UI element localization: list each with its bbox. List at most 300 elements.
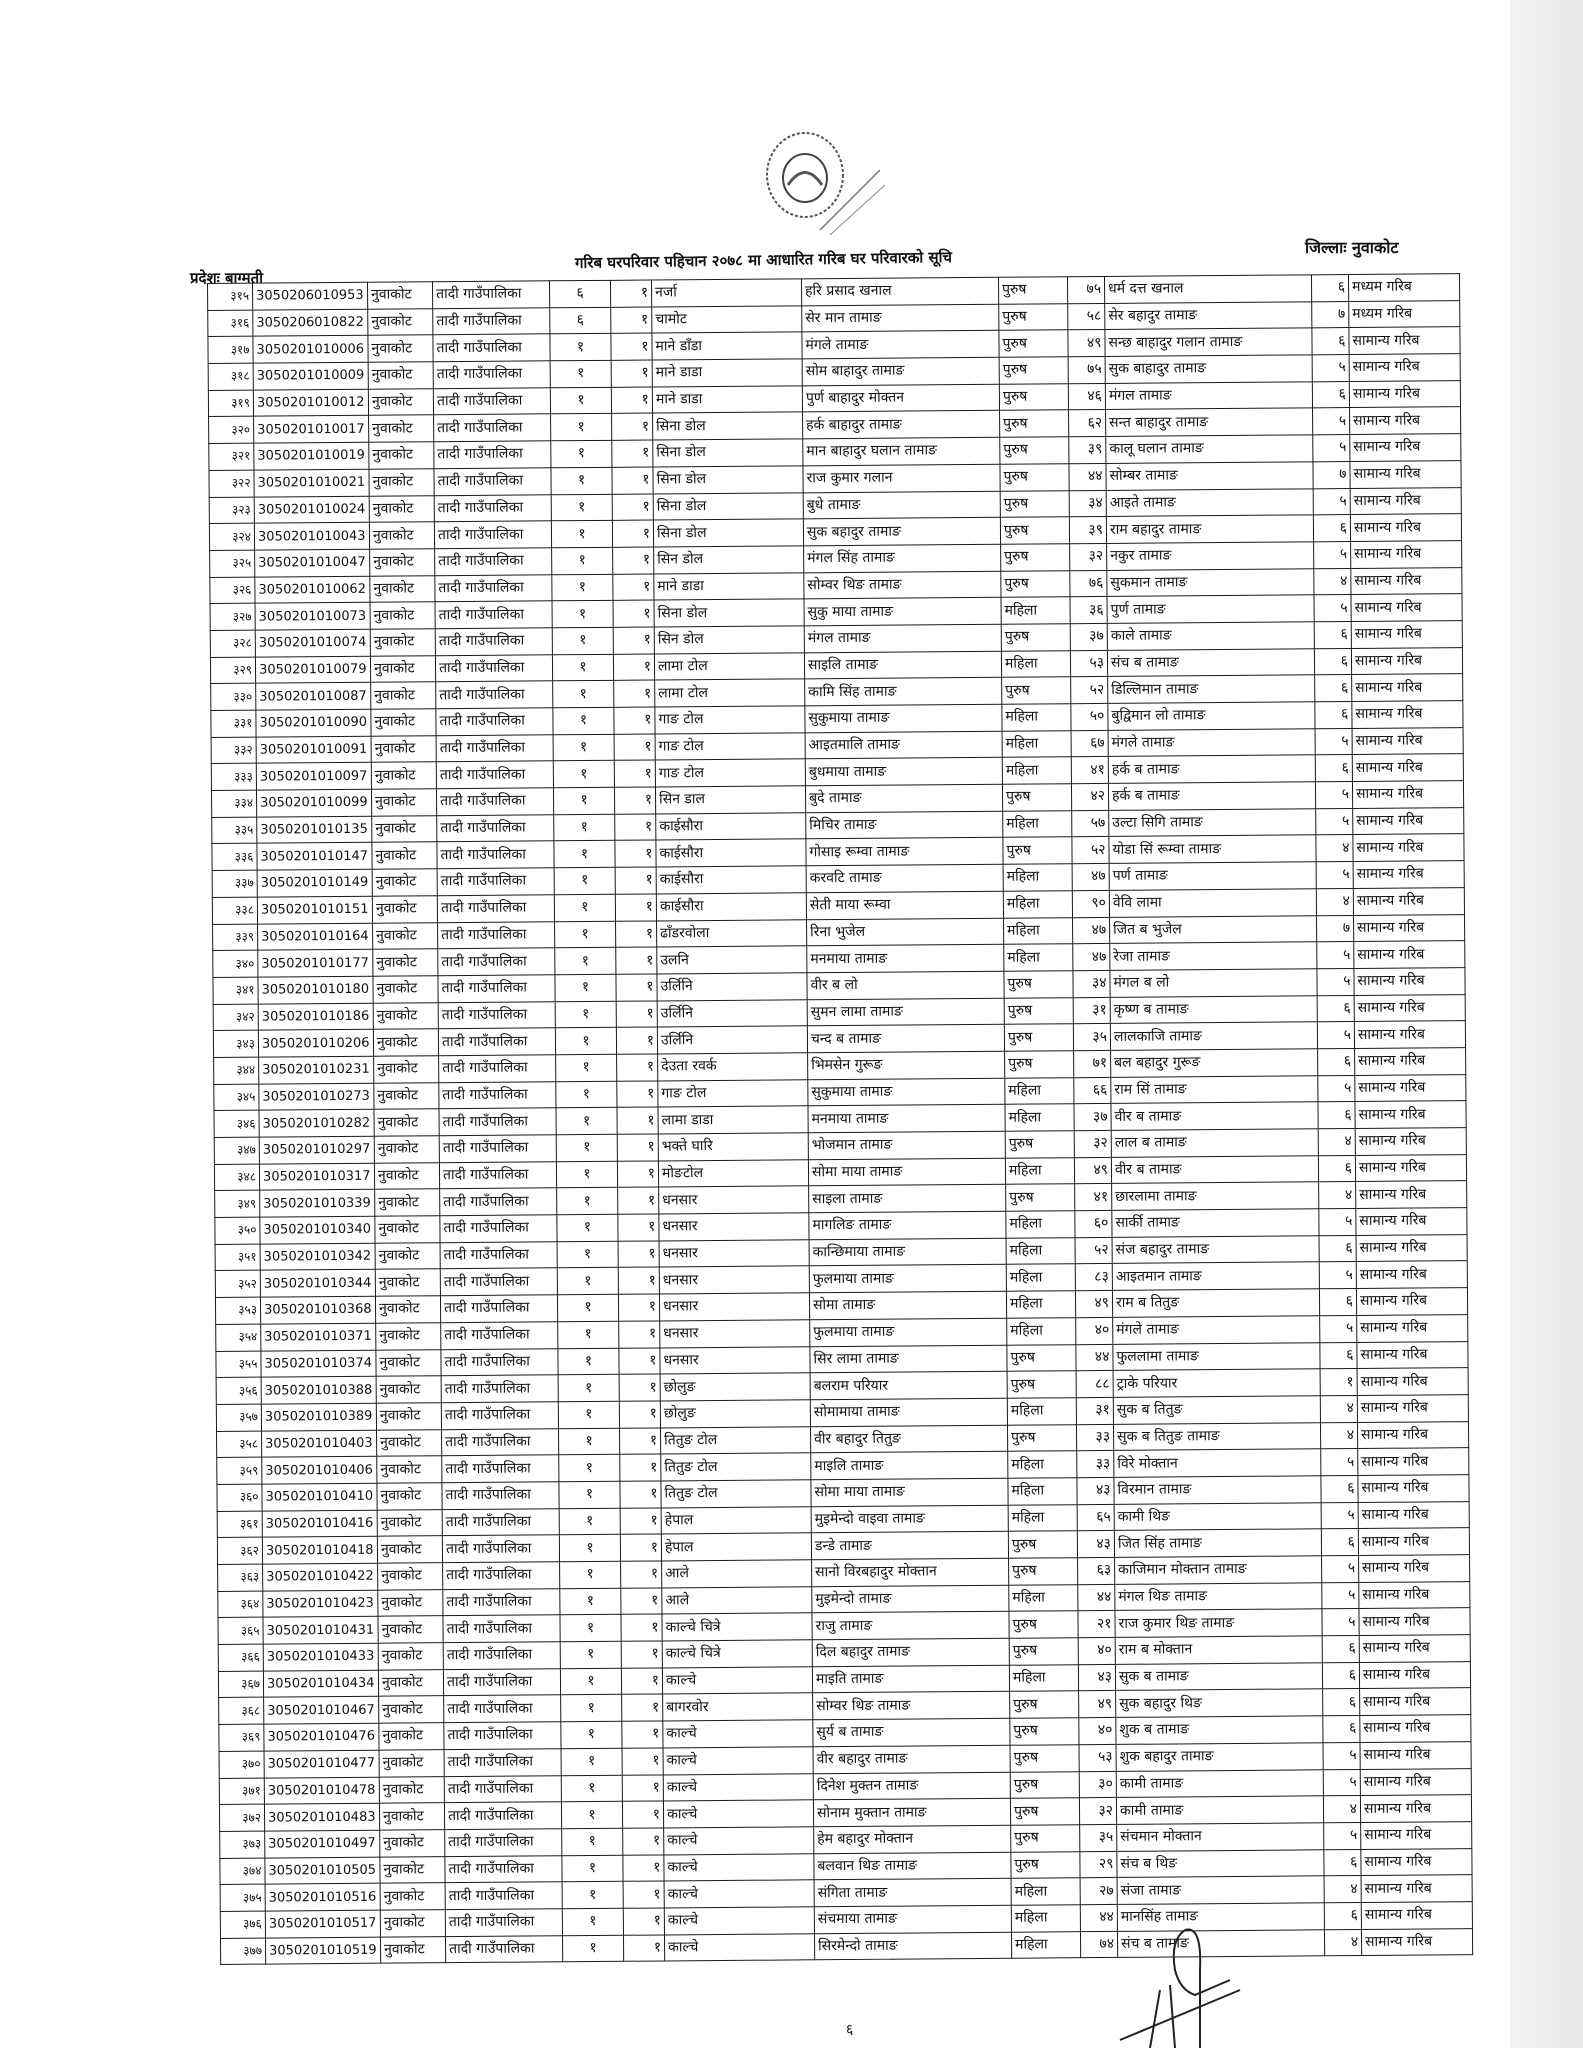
household-head-name: सोम्वर थिङ तामाङ [804,571,1001,599]
tole-name: लामा टोल [655,679,805,707]
related-member-name: वीर ब तामाङ [1111,1102,1318,1130]
municipality-cell: तादी गाउँपालिका [435,601,552,629]
related-member-name: कामी तामाङ [1116,1769,1323,1797]
municipality-cell: तादी गाउँपालिका [439,1135,556,1163]
sex-cell: महिला [1008,1451,1077,1478]
sex-cell: महिला [1006,1237,1075,1264]
poverty-category: सामान्य गरिब [1351,621,1462,649]
member-count: ५ [1322,1582,1359,1609]
tole-name: काल्चे [663,1800,813,1828]
district-cell: नुवाकोट [371,682,436,709]
member-count: ४ [1323,1796,1360,1823]
district-cell: नुवाकोट [370,549,435,576]
tole-name: नर्जा [651,279,801,307]
household-head-name: सिर लामा तामाङ [810,1345,1007,1373]
member-count: ४ [1318,1129,1355,1156]
sub-number: १ [618,1214,659,1241]
ward-number: १ [551,414,612,441]
poverty-category: मध्यम गरिब [1349,300,1460,328]
municipality-cell: तादी गाउँपालिका [434,494,551,522]
district-cell: नुवाकोट [380,1856,445,1883]
related-member-name: राज कुमार थिङ तामाङ [1115,1609,1322,1637]
sex-cell: पुरुष [999,303,1068,330]
municipality-cell: तादी गाउँपालिका [434,468,551,496]
ward-number: १ [561,1695,622,1722]
related-member-name: मंगल तामाङ [1105,382,1312,410]
serial-number: ३५० [215,1217,260,1244]
serial-number: ३२३ [209,497,254,524]
related-member-name: पुर्ण तामाङ [1107,595,1314,623]
serial-number: ३६९ [219,1724,264,1751]
age-cell: ४६ [1068,383,1105,410]
tole-name: छोलुङ [660,1373,810,1401]
ward-number: १ [559,1508,620,1535]
tole-name: सिना डोल [653,492,803,520]
sex-cell: पुरुष [1001,624,1070,651]
household-id: 3050201010231 [259,1056,374,1084]
household-head-name: फुलमाया तामाङ [809,1265,1006,1293]
poverty-category: सामान्य गरिब [1361,1902,1472,1930]
poverty-category: सामान्य गरिब [1352,754,1463,782]
age-cell: ४९ [1075,1291,1112,1318]
household-head-name: हेम बहादुर मोक्तान [814,1825,1011,1853]
household-head-name: साइलि तामाङ [804,651,1001,679]
tole-name: उर्लिनि [657,999,807,1027]
household-head-name: गोसाइ रूम्वा तामाङ [806,838,1003,866]
member-count: ७ [1313,461,1350,488]
sex-cell: पुरुष [999,330,1068,357]
serial-number: ३१६ [208,310,253,337]
household-id: 3050201010342 [260,1243,375,1271]
age-cell: ४० [1079,1718,1116,1745]
sub-number: १ [614,760,655,787]
sub-number: १ [611,360,652,387]
sub-number: १ [613,627,654,654]
age-cell: ५२ [1072,837,1109,864]
sub-number: १ [617,1161,658,1188]
ward-number: १ [560,1615,621,1642]
tole-name: धनसार [659,1266,809,1294]
tole-name: मोङटोल [658,1159,808,1187]
household-head-name: वीर बहादुर तितुङ [810,1425,1007,1453]
poverty-category: सामान्य गरिब [1357,1421,1468,1449]
household-head-name: बलवान थिङ तामाङ [814,1852,1011,1880]
household-head-name: सोमा माया तामाङ [808,1158,1005,1186]
age-cell: ४७ [1072,864,1109,891]
ward-number: १ [562,1908,623,1935]
member-count: ५ [1317,942,1354,969]
household-head-name: सेर मान तामाङ [802,304,999,332]
age-cell: ७४ [1080,1931,1117,1958]
serial-number: ३७२ [219,1804,264,1831]
sub-number: १ [619,1347,660,1374]
ward-number: १ [553,761,614,788]
ward-number: १ [562,1935,623,1962]
household-head-name: राज कुमार गलान [803,464,1000,492]
sub-number: १ [614,787,655,814]
age-cell: ३९ [1069,437,1106,464]
municipality-cell: तादी गाउँपालिका [444,1695,561,1723]
age-cell: ५२ [1075,1237,1112,1264]
household-id: 3050201010410 [262,1483,377,1511]
member-count: ६ [1321,1529,1358,1556]
tole-name: माने डाडा [652,386,802,414]
age-cell: ४३ [1078,1664,1115,1691]
member-count: ४ [1319,1182,1356,1209]
related-member-name: पर्ण तामाङ [1109,862,1316,890]
household-head-name: दिल बहादुर तामाङ [812,1638,1009,1666]
district-cell: नुवाकोट [378,1669,443,1696]
table-body [208,274,1473,1965]
municipality-cell: तादी गाउँपालिका [438,975,555,1003]
member-count: ५ [1322,1555,1359,1582]
sub-number: १ [617,1107,658,1134]
member-count: ६ [1312,328,1349,355]
member-count: ६ [1323,1689,1360,1716]
ward-number: १ [554,867,615,894]
serial-number: ३६१ [217,1511,262,1538]
member-count: ६ [1324,1849,1361,1876]
municipality-cell: तादी गाउँपालिका [438,921,555,949]
serial-number: ३५७ [216,1404,261,1431]
ward-number: १ [561,1721,622,1748]
household-id: 3050201010090 [256,709,371,737]
sub-number: १ [615,894,656,921]
tole-name: धनसार [659,1213,809,1241]
municipality-cell: तादी गाउँपालिका [445,1882,562,1910]
poverty-category: सामान्य गरिब [1352,781,1463,809]
municipality-cell: तादी गाउँपालिका [433,388,550,416]
household-id: 3050206010953 [253,282,368,310]
sex-cell: पुरुष [1005,1131,1074,1158]
serial-number: ३६४ [218,1591,263,1618]
member-count: ६ [1318,1102,1355,1129]
municipality-cell: तादी गाउँपालिका [435,628,552,656]
household-head-name: मंगल तामाङ [804,624,1001,652]
member-count: ५ [1316,862,1353,889]
poverty-category: सामान्य गरिब [1358,1475,1469,1503]
sex-cell: पुरुष [1004,997,1073,1024]
district-cell: नुवाकोट [375,1189,440,1216]
district-cell: नुवाकोट [368,335,433,362]
serial-number: ३४१ [213,977,258,1004]
sex-cell: महिला [1003,864,1072,891]
age-cell: ५३ [1079,1744,1116,1771]
sex-cell: पुरुष [1000,517,1069,544]
tole-name: काईसौरा [656,866,806,894]
related-member-name: कामी तामाङ [1116,1796,1323,1824]
tole-name: सिना डोल [653,466,803,494]
household-list-table [207,273,1438,1965]
household-id: 3050201010344 [260,1270,375,1298]
sex-cell: महिला [1006,1211,1075,1238]
household-head-name: राजु तामाङ [812,1612,1009,1640]
sub-number: १ [619,1401,660,1428]
serial-number: ३३८ [212,897,257,924]
municipality-cell: तादी गाउँपालिका [443,1642,560,1670]
sex-cell: पुरुष [1009,1558,1078,1585]
related-member-name: आइते तामाङ [1106,488,1313,516]
municipality-cell: तादी गाउँपालिका [439,1108,556,1136]
serial-number: ३४९ [215,1190,260,1217]
tole-name: उलनि [657,946,807,974]
household-id: 3050201010047 [255,549,370,577]
district-cell: नुवाकोट [375,1242,440,1269]
household-id: 3050201010009 [253,362,368,390]
ward-number: १ [557,1241,618,1268]
poverty-category: सामान्य गरिब [1352,701,1463,729]
household-id: 3050206010822 [253,309,368,337]
age-cell: ६६ [1074,1077,1111,1104]
household-id: 3050201010374 [261,1350,376,1378]
age-cell: २७ [1080,1878,1117,1905]
sub-number: १ [618,1187,659,1214]
ward-number: १ [559,1428,620,1455]
household-head-name: कान्छिमाया तामाङ [809,1238,1006,1266]
age-cell: ९० [1072,890,1109,917]
household-head-name: मंगल सिंह तामाङ [804,544,1001,572]
tole-name: धनसार [659,1240,809,1268]
household-id: 3050201010135 [257,816,372,844]
sex-cell: महिला [1011,1931,1080,1958]
related-member-name: योडा सिं रूम्वा तामाङ [1109,835,1316,863]
tole-name: बागरवोर [663,1693,813,1721]
district-cell: नुवाकोट [367,282,432,309]
related-member-name: विरमान तामाङ [1114,1476,1321,1504]
tole-name: सिन डोल [654,626,804,654]
related-member-name: उल्टा सिगि तामाङ [1109,809,1316,837]
sex-cell: पुरुष [1004,971,1073,998]
sex-cell: महिला [1006,1264,1075,1291]
serial-number: ३१९ [208,390,253,417]
poverty-category: मध्यम गरिब [1348,274,1459,302]
ward-number: १ [554,814,615,841]
tole-name: लामा डाडा [658,1106,808,1134]
member-count: ६ [1321,1475,1358,1502]
signature-icon [1090,1910,1270,2048]
sex-cell: पुरुष [1004,1024,1073,1051]
member-count: ५ [1316,808,1353,835]
district-cell: नुवाकोट [373,976,438,1003]
related-member-name: सुक ब तितुङ [1113,1396,1320,1424]
poverty-category: सामान्य गरिब [1353,807,1464,835]
poverty-category: सामान्य गरिब [1356,1234,1467,1262]
ward-number: १ [561,1748,622,1775]
household-head-name: संचमाया तामाङ [814,1905,1011,1933]
sub-number: १ [613,574,654,601]
household-id: 3050201010282 [259,1110,374,1138]
sex-cell: महिला [1005,1157,1074,1184]
municipality-cell: तादी गाउँपालिका [438,1028,555,1056]
serial-number: ३५३ [215,1297,260,1324]
ward-number: १ [561,1775,622,1802]
poverty-category: सामान्य गरिब [1351,594,1462,622]
tole-name: गाङ टोल [655,759,805,787]
serial-number: ३३७ [212,870,257,897]
household-id: 3050201010019 [254,442,369,470]
household-id: 3050201010371 [261,1323,376,1351]
household-head-name: चन्द ब तामाङ [807,1025,1004,1053]
sub-number: १ [615,814,656,841]
related-member-name: रेजा तामाङ [1110,942,1317,970]
household-head-name: सुकुमाया तामाङ [808,1078,1005,1106]
age-cell: ७६ [1070,570,1107,597]
sex-cell: पुरुष [1007,1424,1076,1451]
ward-number: १ [560,1641,621,1668]
member-count: ६ [1315,702,1352,729]
serial-number: ३२८ [210,630,255,657]
district-cell: नुवाकोट [378,1616,443,1643]
sub-number: १ [621,1641,662,1668]
district-cell: नुवाकोट [369,442,434,469]
tole-name: ढाँडरवोला [657,919,807,947]
related-member-name: फुललामा तामाङ [1113,1342,1320,1370]
household-id: 3050201010403 [262,1430,377,1458]
ward-number: १ [561,1801,622,1828]
ward-number: १ [558,1348,619,1375]
municipality-cell: तादी गाउँपालिका [442,1508,559,1536]
district-cell: नुवाकोट [371,789,436,816]
household-id: 3050201010416 [262,1510,377,1538]
household-head-name: सोम बाहादुर तामाङ [802,357,999,385]
related-member-name: सुक ब तामाङ [1115,1663,1322,1691]
age-cell: ४३ [1077,1477,1114,1504]
poverty-category: सामान्य गरिब [1357,1341,1468,1369]
serial-number: ३५८ [217,1431,262,1458]
poverty-category: सामान्य गरिब [1350,514,1461,542]
district-cell: नुवाकोट [372,869,437,896]
serial-number: ३७३ [220,1831,265,1858]
ward-number: १ [556,1054,617,1081]
serial-number: ३३६ [212,844,257,871]
ward-number: १ [555,947,616,974]
tole-name: उर्लिनि [657,973,807,1001]
poverty-category: सामान्य गरिब [1353,834,1464,862]
sex-cell: पुरुष [1000,490,1069,517]
sex-cell: पुरुष [1011,1851,1080,1878]
household-id: 3050201010423 [263,1590,378,1618]
related-member-name: राम बहादुर तामाङ [1106,515,1313,543]
district-cell: नुवाकोट [377,1509,442,1536]
related-member-name: छारलामा तामाङ [1112,1182,1319,1210]
related-member-name: वेवि लामा [1109,889,1316,917]
district-cell: नुवाकोट [373,949,438,976]
tole-name: काल्चे [663,1747,813,1775]
household-head-name: कामि सिंह तामाङ [805,678,1002,706]
ward-number: १ [552,627,613,654]
ward-number: १ [552,547,613,574]
ward-number: १ [556,1108,617,1135]
age-cell: ६२ [1069,410,1106,437]
sub-number: १ [610,280,651,307]
member-count: ६ [1317,995,1354,1022]
member-count: ६ [1318,1155,1355,1182]
tole-name: सिन डाल [655,786,805,814]
sub-number: १ [613,547,654,574]
serial-number: ३६७ [218,1671,263,1698]
related-member-name: बल बहादुर गुरूङ [1111,1049,1318,1077]
serial-number: ३३३ [211,764,256,791]
ward-number: १ [551,440,612,467]
ward-number: १ [550,360,611,387]
sex-cell: महिला [1009,1584,1078,1611]
household-id: 3050201010164 [258,923,373,951]
serial-number: ३३५ [212,817,257,844]
age-cell: ३२ [1074,1130,1111,1157]
household-head-name: डन्डे तामाङ [811,1532,1008,1560]
tole-name: उर्लिनि [657,1026,807,1054]
member-count: ७ [1317,915,1354,942]
serial-number: ३१८ [208,363,253,390]
age-cell: ४९ [1068,330,1105,357]
age-cell: ३९ [1069,517,1106,544]
ward-number: १ [551,494,612,521]
tole-name: काईसौरा [656,813,806,841]
household-head-name: माइति तामाङ [812,1665,1009,1693]
household-head-name: भिमसेन गुरूङ [808,1051,1005,1079]
household-head-name: दिनेश मुक्तन तामाङ [813,1772,1010,1800]
age-cell: ८८ [1076,1371,1113,1398]
district-cell: नुवाकोट [376,1349,441,1376]
municipality-cell: तादी गाउँपालिका [441,1402,558,1430]
poverty-category: सामान्य गरिब [1350,434,1461,462]
age-cell: ८३ [1075,1264,1112,1291]
household-head-name: सुर्य ब तामाङ [813,1718,1010,1746]
tole-name: माने डाँडा [652,332,802,360]
household-id: 3050201010074 [255,629,370,657]
household-id: 3050201010388 [261,1376,376,1404]
poverty-category: सामान्य गरिब [1349,327,1460,355]
age-cell: २१ [1078,1611,1115,1638]
ward-number: १ [557,1268,618,1295]
member-count: ५ [1321,1502,1358,1529]
municipality-cell: तादी गाउँपालिका [444,1775,561,1803]
age-cell: ४९ [1079,1691,1116,1718]
sub-number: १ [622,1801,663,1828]
tole-name: काल्चे [664,1907,814,1935]
serial-number: ३५४ [216,1324,261,1351]
district-cell: नुवाकोट [368,362,433,389]
tole-name: काल्चे [664,1853,814,1881]
tole-name: काल्चे [664,1827,814,1855]
member-count: ६ [1320,1342,1357,1369]
poverty-category: सामान्य गरिब [1356,1288,1467,1316]
tole-name: धनसार [659,1186,809,1214]
serial-number: ३२१ [209,443,254,470]
sub-number: १ [620,1508,661,1535]
age-cell: ४९ [1074,1157,1111,1184]
poverty-category: सामान्य गरिब [1359,1555,1470,1583]
serial-number: ३४६ [214,1110,259,1137]
tole-name: आले [662,1560,812,1588]
municipality-cell: तादी गाउँपालिका [434,521,551,549]
sex-cell: पुरुष [1003,837,1072,864]
sub-number: १ [616,1001,657,1028]
age-cell: ७१ [1074,1050,1111,1077]
sub-number: १ [622,1721,663,1748]
district-cell: नुवाकोट [378,1643,443,1670]
household-id: 3050201010099 [256,789,371,817]
related-member-name: डिल्लिमान तामाङ [1108,675,1315,703]
related-member-name: बुद्विमान लो तामाङ [1108,702,1315,730]
ward-number: १ [550,334,611,361]
member-count: ५ [1314,595,1351,622]
sub-number: १ [617,1054,658,1081]
sub-number: १ [616,920,657,947]
tole-name: सिन डोल [654,546,804,574]
member-count: ५ [1320,1315,1357,1342]
household-id: 3050201010516 [265,1883,380,1911]
